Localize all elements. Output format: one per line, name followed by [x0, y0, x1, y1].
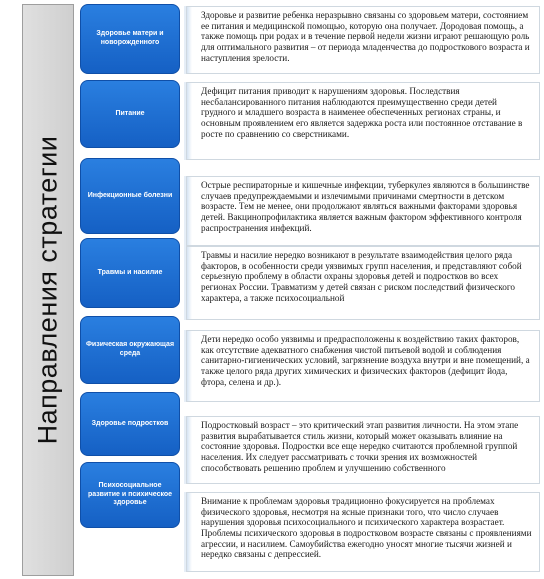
- category-box-mental-health: Психосоциальное развитие и психическое здоровье: [80, 462, 180, 528]
- description-box-nutrition: Дефицит питания приводит к нарушениям здоровья. Последствия несбалансированного питания наблюдаются преимущественно среди детей грудного и младшего возраста в наименее обеспеченных регионах страны, и основным проявлением его является задержка роста или постоянное отставание в росте по сравнению со сверстниками.: [186, 82, 540, 160]
- category-box-infections: Инфекционные болезни: [80, 158, 180, 234]
- description-box-adolescents: Подростковый возраст – это критический этап развития личности. На этом этапе развития вырабатывается стиль жизни, который может оказывать влияние на состояние здоровья. Подростки все еще нередко считаются проблемной группой населения. Их следует рассматривать с точки зрения их возможностей способствовать решению проблем и улучшению собственного: [186, 416, 540, 484]
- description-box-injuries: Травмы и насилие нередко возникают в результате взаимодействия целого ряда факторов, в особенности среди уязвимых групп населения, и представляют собой серьезную проблему в области охраны здоровья детей и подростков во всех регионах России. Травматизм у детей связан с риском последствий физического характера, а также психосоциальной: [186, 246, 540, 320]
- category-box-injuries: Травмы и насилие: [80, 238, 180, 308]
- category-box-maternal: Здоровье матери и новорожденного: [80, 4, 180, 74]
- category-box-nutrition: Питание: [80, 80, 180, 148]
- description-box-environment: Дети нередко особо уязвимы и предрасположены к воздействию таких факторов, как отсутствие адекватного снабжения чистой питьевой водой и соблюдения санитарно-гигиенических условий, загрязнение воздуха внутри и вне помещений, а также целого ряда других химических и физических факторов (дефицит йода, фтора, селена и др.).: [186, 330, 540, 402]
- description-box-maternal: Здоровье и развитие ребенка неразрывно связаны со здоровьем матери, состоянием ее питания и медицинской помощью, которую она получает. Дородовая помощь, а также помощь при родах и в течение первой недели жизни играют решающую роль для оптимального развития – от периода младенчества до подросткового возраста и наступления зрелости.: [186, 6, 540, 74]
- description-box-infections: Острые респираторные и кишечные инфекции, туберкулез являются в большинстве случаев предупреждаемыми и излечимыми причинами смертности в детском возрасте. Тем не менее, они продолжают являться важными факторами здоровья детей. Вакцинопрофилактика является важным фактором эффективного контроля распространения инфекций.: [186, 176, 540, 246]
- description-box-mental-health: Внимание к проблемам здоровья традиционно фокусируется на проблемах физического здоровья, несмотря на ясные признаки того, что число случаев нарушения здоровья психосоциального и психического характера возрастает. Проблемы психического здоровья в подростковом возрасте связаны с проявлениями агрессии, и насилием. Самоубийства ежегодно уносят многие тысячи жизней и нередко связаны с депрессией.: [186, 492, 540, 572]
- category-box-adolescents: Здоровье подростков: [80, 392, 180, 456]
- category-box-environment: Физическая окружающая среда: [80, 316, 180, 384]
- strategy-title: Направления стратегии: [32, 135, 63, 445]
